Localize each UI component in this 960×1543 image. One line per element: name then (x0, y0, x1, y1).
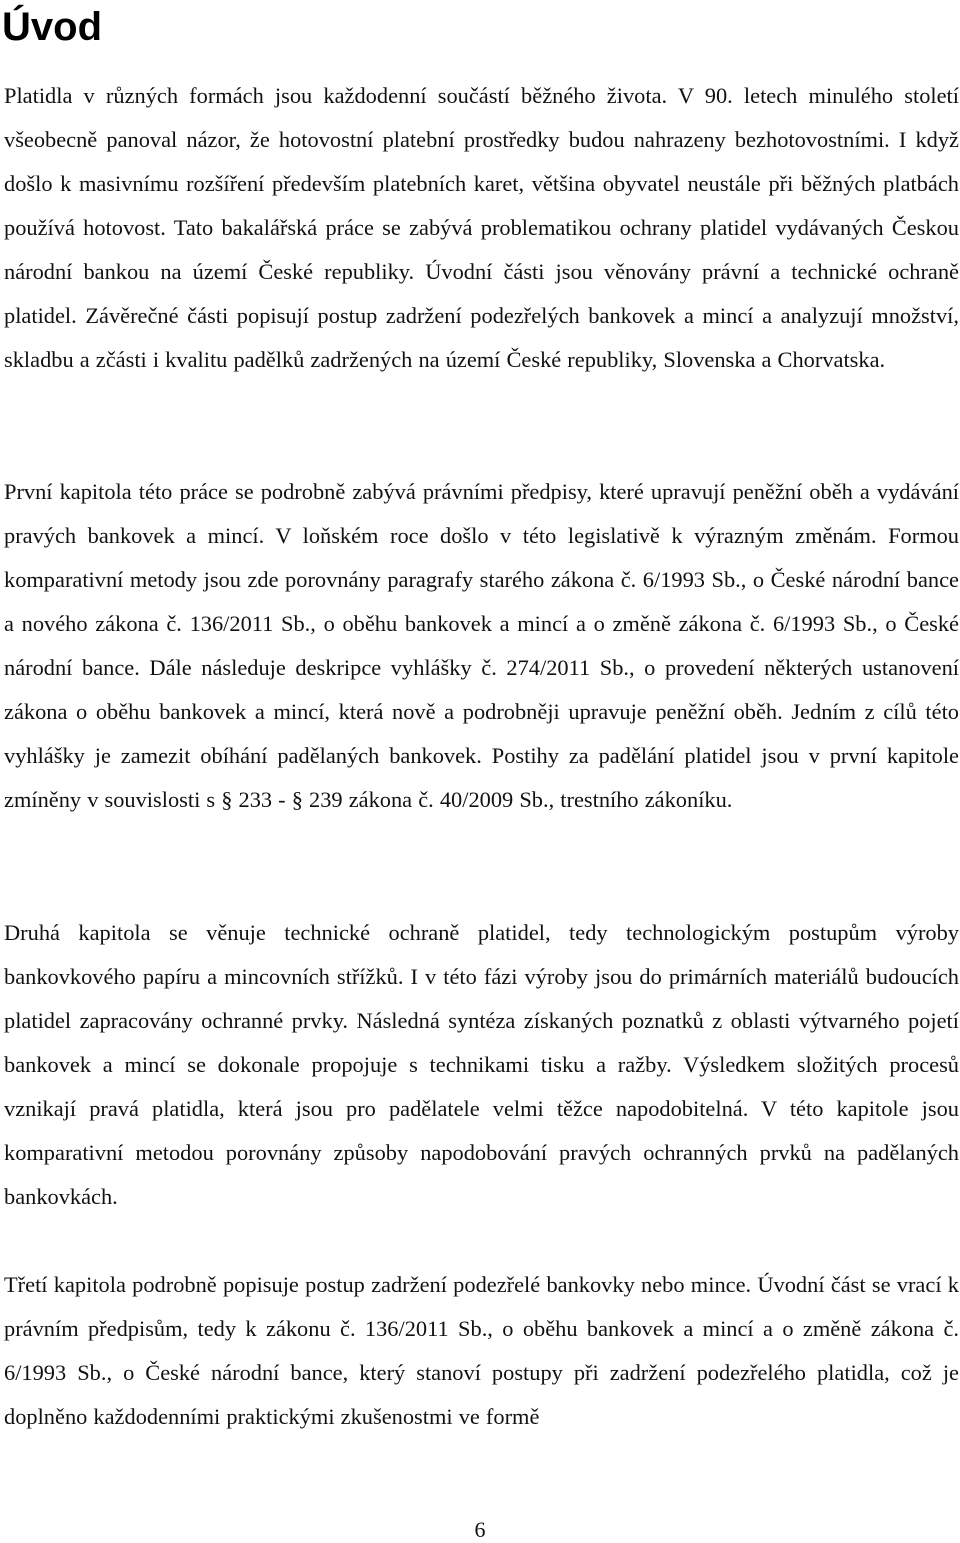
intro-paragraph-4: Třetí kapitola podrobně popisuje postup zadržení podezřelé bankovky nebo mince. Úvodní část se vrací k právním předpisům, tedy k zákonu č. 136/2011 Sb., o oběhu bankovek a mincí a o změně zákona č. 6/1993 Sb., o České národní bance, který stanoví postupy při zadržení podezřelého platidla, což je doplněno každodenními praktickými zkušenostmi ve formě (4, 1272, 959, 1429)
intro-paragraph-2: První kapitola této práce se podrobně zabývá právními předpisy, které upravují peněžní oběh a vydávání pravých bankovek a mincí. V loňském roce došlo v této legislativě k výrazným změnám. Formou komparativní metody jsou zde porovnány paragrafy starého zákona č. 6/1993 Sb., o České národní bance a nového zákona č. 136/2011 Sb., o oběhu bankovek a mincí a o změně zákona č. 6/1993 Sb., o České národní bance. Dále následuje deskripce vyhlášky č. 274/2011 Sb., o provedení některých ustanovení zákona o oběhu bankovek a mincí, která nově a podrobněji upravuje peněžní oběh. Jedním z cílů této vyhlášky je zamezit obíhání padělaných bankovek. Postihy za padělání platidel jsou v první kapitole zmíněny v souvislosti s § 233 - § 239 zákona č. 40/2009 Sb., trestního zákoníku. (4, 479, 959, 812)
section-heading: Úvod (2, 5, 102, 49)
intro-paragraph-3: Druhá kapitola se věnuje technické ochraně platidel, tedy technologickým postupům výroby bankovkového papíru a mincovních střížků. I v této fázi výroby jsou do primárních materiálů budoucích platidel zapracovány ochranné prvky. Následná syntéza získaných poznatků z oblasti výtvarného pojetí bankovek a mincí se dokonale propojuje s technikami tisku a ražby. Výsledkem složitých procesů vznikají pravá platidla, která jsou pro padělatele velmi těžce napodobitelná. V této kapitole jsou komparativní metodou porovnány způsoby napodobování pravých ochranných prvků na padělaných bankovkách. (4, 920, 959, 1209)
page-number: 6 (474, 1517, 486, 1542)
intro-paragraph-1: Platidla v různých formách jsou každodenní součástí běžného života. V 90. letech minulého století všeobecně panoval názor, že hotovostní platební prostředky budou nahrazeny bezhotovostními. I když došlo k masivnímu rozšíření především platebních karet, většina obyvatel neustále při běžných platbách používá hotovost. Tato bakalářská práce se zabývá problematikou ochrany platidel vydávaných Českou národní bankou na území České republiky. Úvodní části jsou věnovány právní a technické ochraně platidel. Závěrečné části popisují postup zadržení podezřelých bankovek a mincí a analyzují množství, skladbu a zčásti i kvalitu padělků zadržených na území České republiky, Slovenska a Chorvatska. (4, 83, 959, 372)
